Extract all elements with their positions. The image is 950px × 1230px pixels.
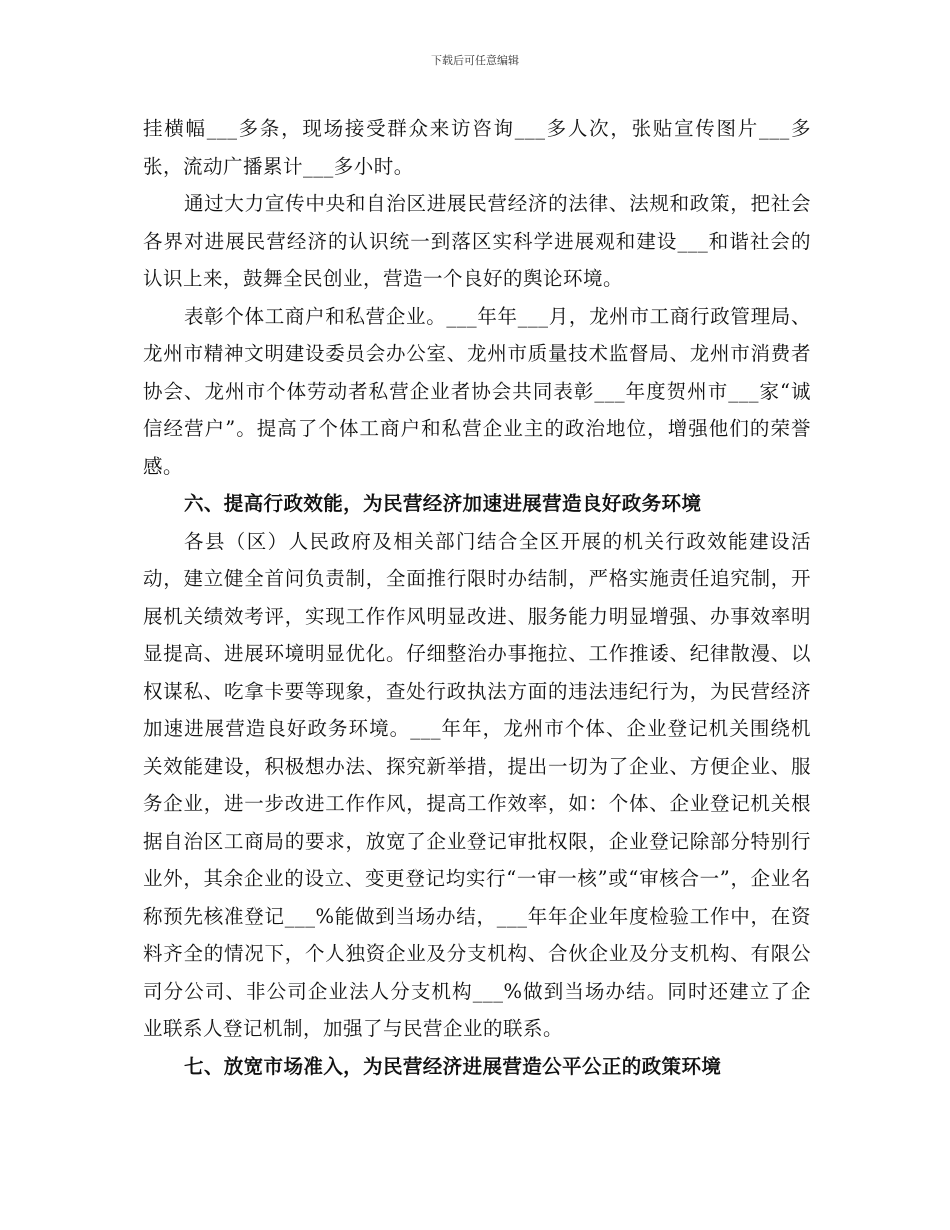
paragraph-efficiency: 各县（区）人民政府及相关部门结合全区开展的机关行政效能建设活动，建立健全首问负责制，全面推行限时办结制，严格实施责任追究制，开展机关绩效考评，实现工作作风明显改进、服务能力明显增强、办事效率明显提高、进展环境明显优化。仔细整治办事拖拉、工作推诿、纪律散漫、以权谋私、吃拿卡要等现象，查处行政执法方面的违法违纪行为，为民营经济加速进展营造良好政务环境。___年年，龙州市个体、企业登记机关围绕机关效能建设，积极想办法、探究新举措，提出一切为了企业、方便企业、服务企业，进一步改进工作作风，提高工作效率，如：个体、企业登记机关根据自治区工商局的要求，放宽了企业登记审批权限，企业登记除部分特别行业外，其余企业的设立、变更登记均实行“一审一核”或“审核合一”，企业名称预先核准登记___%能做到当场办结，___年年企业年度检验工作中，在资料齐全的情况下，个人独资企业及分支机构、合伙企业及分支机构、有限公司分公司、非公司企业法人分支机构___%做到当场办结。同时还建立了企业联系人登记机制，加强了与民营企业的联系。 — [143, 529, 811, 1040]
section-heading-7: 七、放宽市场准入，为民营经济进展营造公平公正的政策环境 — [183, 1054, 722, 1078]
paragraph-propaganda: 通过大力宣传中央和自治区进展民营经济的法律、法规和政策，把社会各界对进展民营经济的认识统一到落区实科学进展观和建设___和谐社会的认识上来，鼓舞全民创业，营造一个良好的舆论环境。 — [143, 192, 811, 290]
section-heading-6: 六、提高行政效能，为民营经济加速进展营造良好政务环境 — [183, 492, 702, 515]
paragraph-commendation: 表彰个体工商户和私营企业。___年年___月，龙州市工商行政管理局、龙州市精神文明建设委员会办公室、龙州市质量技术监督局、龙州市消费者协会、龙州市个体劳动者私营企业者协会共同表彰___年度贺州市___家“诚信经营户”。提高了个体工商户和私营企业主的政治地位，增强他们的荣誉感。 — [143, 304, 811, 478]
paragraph-continued: 挂横幅___多条，现场接受群众来访咨询___多人次，张贴宣传图片___多张，流动广播累计___多小时。 — [143, 117, 811, 178]
page-header: 下载后可任意编辑 — [431, 54, 519, 67]
document-body — [143, 110, 811, 1085]
